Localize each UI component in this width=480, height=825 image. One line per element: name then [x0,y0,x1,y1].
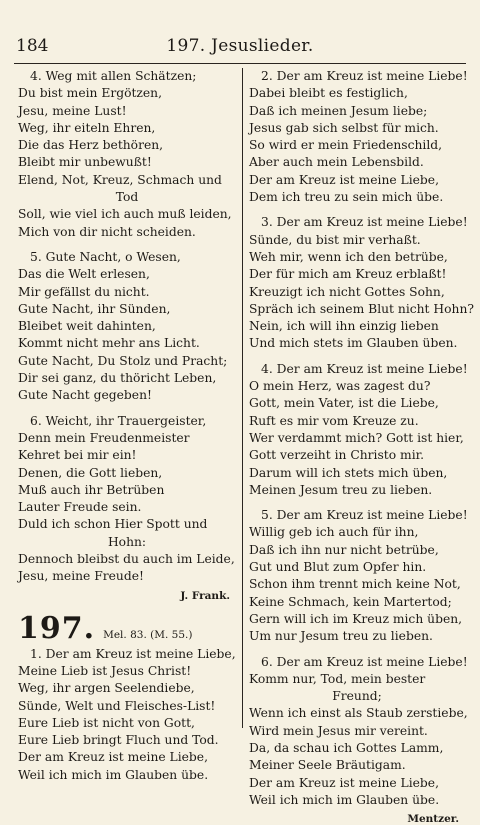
verse-line: Der am Kreuz ist meine Liebe, [249,775,439,790]
verse-line: Keine Schmach, kein Martertod; [249,594,452,609]
hymn-first-verse [18,646,236,784]
verse-line: Die das Herz bethören, [18,138,164,153]
verse-line: Dennoch bleibst du auch im Leide, [18,552,235,567]
verse-line: So wird er mein Friedenschild, [249,138,443,153]
melody-reference: Mel. 83. (M. 55.) [103,628,193,641]
verse-line: Gern will ich im Kreuz mich üben, [249,611,463,626]
right-signature: Mentzer. [407,813,459,825]
hymn-heading [18,612,236,646]
verse-line: Das die Welt erlesen, [18,267,150,282]
verse-line: Und mich stets im Glauben üben. [249,336,458,351]
verse-line: Gute Nacht, Du Stolz und Pracht; [18,353,228,368]
right-column [242,68,474,825]
verse-line: Meinen Jesum treu zu lieben. [249,482,433,497]
verse-line: Muß auch ihr Betrüben [18,482,165,497]
verse-line: Eure Lieb ist nicht von Gott, [18,715,195,730]
verse-line: Mir gefällst du nicht. [18,284,150,299]
verse-line: Soll, wie viel ich auch muß leiden, [18,207,232,222]
verse-line: Kehret bei mir ein! [18,448,137,463]
stanza-gap [249,499,465,507]
verse-line: Darum will ich stets mich üben, [249,465,448,480]
left-column [18,68,236,784]
verse-line: 5. Gute Nacht, o Wesen, [30,249,181,264]
verse-line: Duld ich schon Hier Spott und [18,517,208,532]
verse-line: Eure Lieb bringt Fluch und Tod. [18,733,219,748]
verse-line: Kommt nicht mehr ans Licht. [18,336,200,351]
verse-line: Sünde, Welt und Fleisches-List! [18,698,216,713]
verse-line: Bleibt mir unbewußt! [18,155,152,170]
verse-line: Gott verzeiht in Christo mir. [249,448,425,463]
verse-line: Freund; [332,689,382,704]
verse-line: Dir sei ganz, du thöricht Leben, [18,371,217,386]
verse-line: Weil ich mich im Glauben übe. [18,767,209,782]
verse-line: Gute Nacht, ihr Sünden, [18,301,171,316]
verse-line: Sünde, du bist mir verhaßt. [249,232,421,247]
verse-line: Um nur Jesum treu zu lieben. [249,629,433,644]
verse-line: Weh mir, wenn ich den betrübe, [249,249,448,264]
verse-line: Bleibet weit dahinten, [18,319,156,334]
verse-line: 4. Der am Kreuz ist meine Liebe! [261,361,468,376]
verse-line: Daß ich meinen Jesum liebe; [249,103,428,118]
verse-line: Ruft es mir vom Kreuze zu. [249,413,419,428]
verse-line: Weg, ihr argen Seelendiebe, [18,681,195,696]
verse-line: Lauter Freude sein. [18,500,142,515]
page-number: 184 [16,36,49,56]
verse-line: Weil ich mich im Glauben übe. [249,792,440,807]
verse-line: Aber auch mein Lebensbild. [249,155,424,170]
verse-line: Kreuzigt ich nicht Gottes Sohn, [249,284,445,299]
verse-line: 1. Der am Kreuz ist meine Liebe, [30,646,236,661]
stanza-gap [249,206,465,214]
verse-line: 6. Weicht, ihr Trauergeister, [30,413,207,428]
running-head: 197. Jesuslieder. [166,36,314,56]
hymn-number: 197. [18,610,96,646]
stanza-gap [249,353,465,361]
verse-line: Du bist mein Ergötzen, [18,86,163,101]
verse-line: Wer verdammt mich? Gott ist hier, [249,430,464,445]
verse-line: Willig geb ich auch für ihn, [249,525,419,540]
stanza-gap [18,405,236,413]
verse-line: 2. Der am Kreuz ist meine Liebe! [261,69,468,83]
verse-line: 6. Der am Kreuz ist meine Liebe! [261,654,468,669]
verse-line: Der am Kreuz ist meine Liebe, [249,172,439,187]
verse-line: Mich von dir nicht scheiden. [18,224,196,239]
verse-line: Der am Kreuz ist meine Liebe, [18,750,208,765]
verse-line: Schon ihm trennt mich keine Not, [249,577,461,592]
verse-line: Tod [115,190,139,205]
verse-line: Komm nur, Tod, mein bester [249,671,426,686]
verse-line: Jesu, meine Lust! [18,103,127,118]
verse-line: Jesu, meine Freude! [18,569,144,584]
verse-line: Gott, mein Vater, ist die Liebe, [249,396,439,411]
verse-line: O mein Herz, was zagest du? [249,379,431,394]
verse-line: Dabei bleibt es festiglich, [249,86,408,101]
verse-line: Gut und Blut zum Opfer hin. [249,560,427,575]
verse-line: 4. Weg mit allen Schätzen; [30,69,197,83]
header-rule [14,63,466,64]
verse-line: Dem ich treu zu sein mich übe. [249,190,444,205]
verse-line: Gute Nacht gegeben! [18,388,152,403]
verse-line: Weg, ihr eiteln Ehren, [18,120,156,135]
verse-line: Der für mich am Kreuz erblaßt! [249,267,447,282]
verse-line: Daß ich ihn nur nicht betrübe, [249,542,439,557]
left-verses [18,68,236,586]
verse-line: Hohn: [107,534,147,549]
verse-line: Da, da schau ich Gottes Lamm, [249,740,444,755]
verse-line: Wenn ich einst als Staub zerstiebe, [249,706,468,721]
verse-line: 5. Der am Kreuz ist meine Liebe! [261,508,468,523]
verse-line: Nein, ich will ihn einzig lieben [249,319,439,334]
stanza-gap [18,241,236,249]
page-header [16,36,464,62]
right-verses [249,68,474,809]
verse-line: Meine Lieb ist Jesus Christ! [18,663,192,678]
verse-line: 3. Der am Kreuz ist meine Liebe! [261,215,468,230]
verse-line: Spräch ich seinem Blut nicht Hohn? [249,301,474,316]
stanza-gap [249,646,465,654]
verse-line: Denen, die Gott lieben, [18,465,163,480]
left-signature: J. Frank. [180,589,230,602]
verse-line: Meiner Seele Bräutigam. [249,758,406,773]
verse-line: Jesus gab sich selbst für mich. [249,120,439,135]
verse-line: Elend, Not, Kreuz, Schmach und [18,172,222,187]
verse-line: Denn mein Freudenmeister [18,430,190,445]
verse-line: Wird mein Jesus mir vereint. [249,723,428,738]
